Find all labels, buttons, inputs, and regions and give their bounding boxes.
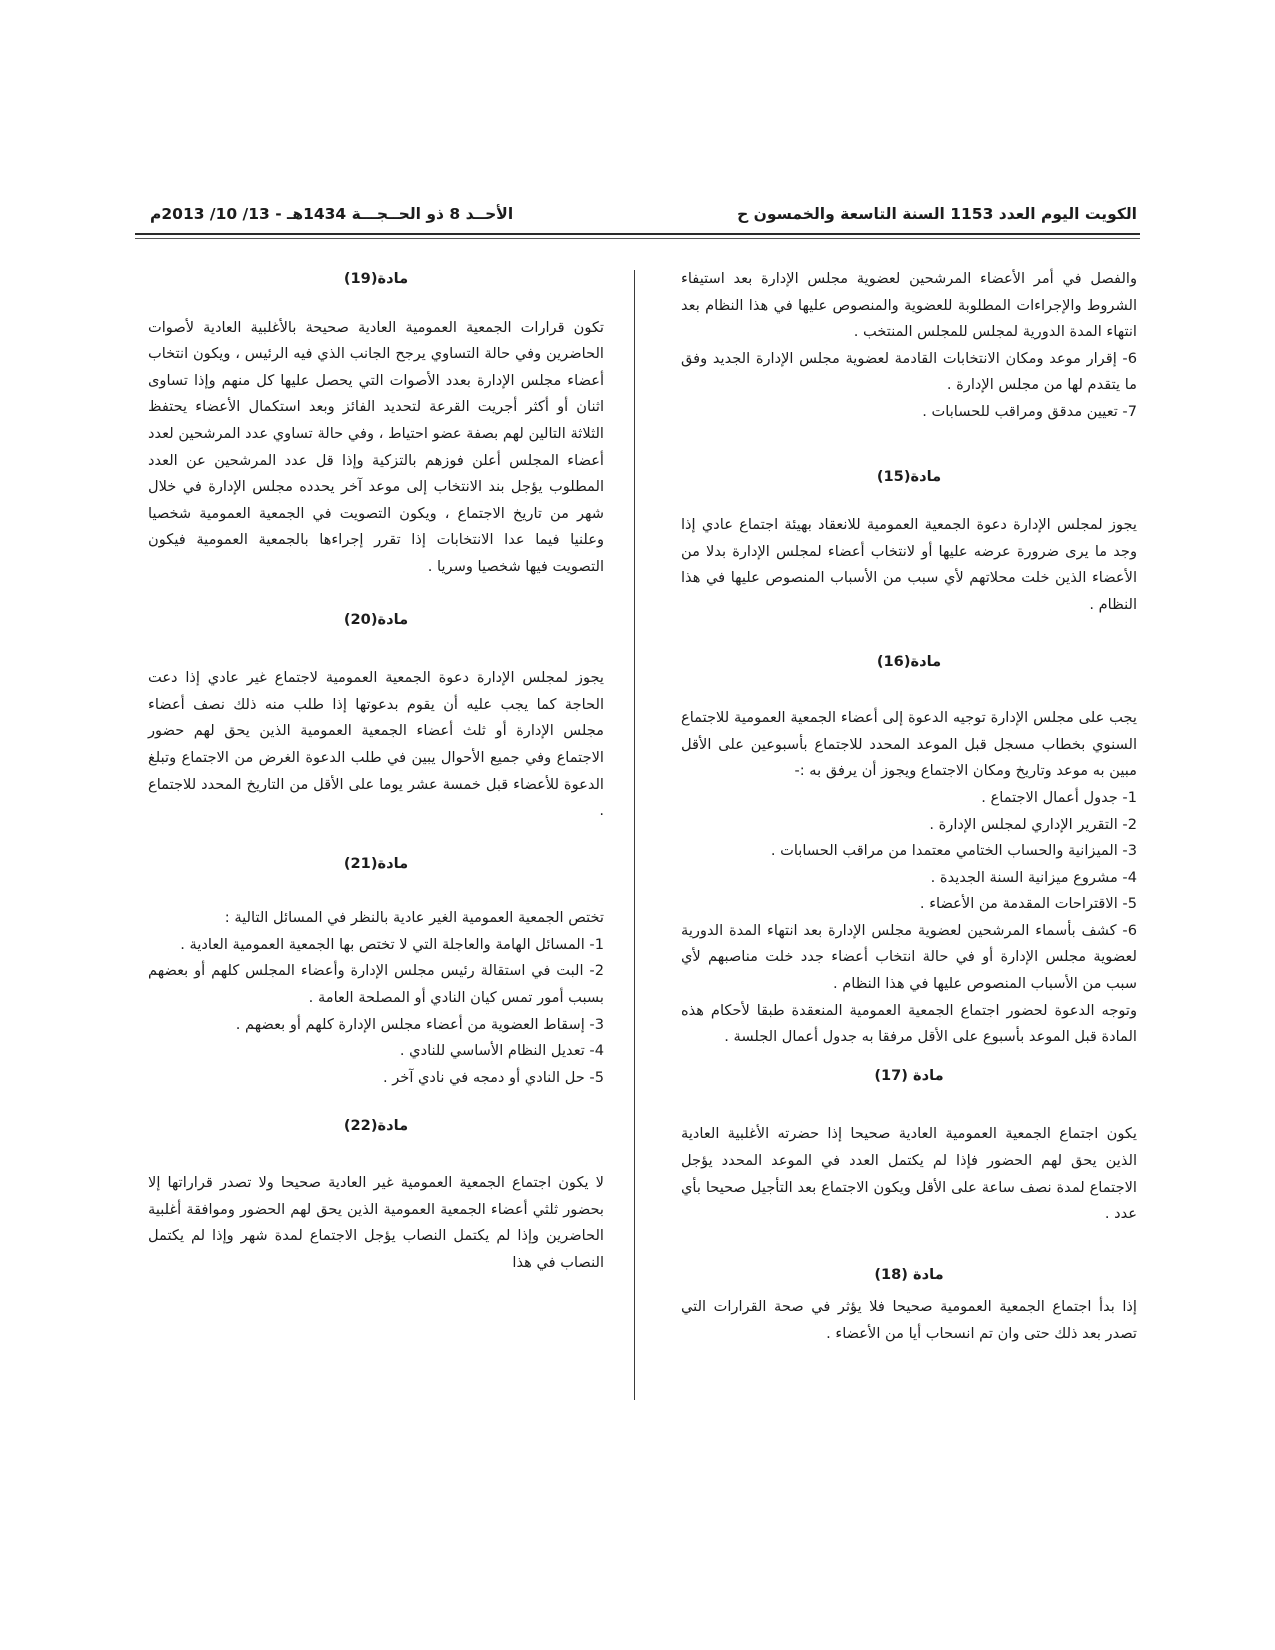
article-15-text: يجوز لمجلس الإدارة دعوة الجمعية العمومية للانعقاد بهيئة اجتماع عادي إذا وجد ما يرى ضرورة عرضه عليها أو لانتخاب أعضاء لمجلس الإدارة بدلا من الأعضاء الذين خلت محلاتهم لأي سبب من الأسباب المنصوص عليها في هذا النظام .	[681, 516, 1137, 613]
spacer	[681, 619, 1137, 637]
list-item: 6- إقرار موعد ومكان الانتخابات القادمة لعضوية مجلس الإدارة الجديد وفق ما يتقدم لها من مجلس الإدارة .	[681, 349, 1137, 394]
article-20-text: يجوز لمجلس الإدارة دعوة الجمعية العمومية لاجتماع غير عادي إذا دعت الحاجة كما يجب عليه أن يقوم بدعوتها إذا طلب منه ذلك نصف أعضاء مجلس الإدارة أو ثلث أعضاء الجمعية العمومية الذين يحق لهم حضور الاجتماع وفي جميع الأحوال يبين في طلب الدعوة الغرض من الاجتماع وتبلغ الدعوة للأعضاء قبل خمسة عشر يوما على الأقل من التاريخ المحدد للاجتماع .	[148, 669, 604, 820]
page-header-left: الأحــد 8 ذو الحــجـــة 1434هـ - 13/ 10/ 2013م	[150, 205, 514, 223]
header-rule-thin	[135, 238, 1140, 239]
article-19-text: تكون قرارات الجمعية العمومية العادية صحيحة بالأغلبية العادية لأصوات الحاضرين وفي حالة التساوي يرجح الجانب الذي فيه الرئيس ، ويكون انتخاب أعضاء مجلس الإدارة بعدد الأصوات التي يحصل عليها كل منهم وإذا تساوى اثنان أو أكثر أجريت القرعة لتحديد الفائز وبعد استكمال الأعضاء يحتفظ الثلاثة التالين لهم بصفة عضو احتياط ، وفي حالة تساوي عدد المرشحين لعدد أعضاء المجلس أعلن فوزهم بالتزكية وإذا قل عدد المرشحين عن العدد المطلوب يؤجل بند الانتخاب إلى موعد آخر يحدده مجلس الإدارة في خلال شهر من تاريخ الاجتماع ، ويكون التصويت في الجمعية العمومية شخصيا وعلنيا فيما عدا الانتخابات إذا تقرر إجراءها بالجمعية العمومية فيكون التصويت فيها شخصيا وسريا .	[148, 318, 604, 575]
article-22-title: مادة(22)	[343, 1117, 409, 1135]
article-15-title: مادة(15)	[876, 467, 942, 485]
left-column	[148, 266, 604, 1276]
spacer	[681, 426, 1137, 452]
spacer	[681, 1111, 1137, 1121]
list-item: 4- تعديل النظام الأساسي للنادي .	[399, 1042, 604, 1060]
list-item: 1- جدول أعمال الاجتماع .	[981, 788, 1137, 806]
column-divider	[634, 270, 635, 1400]
list-item: 5- الاقتراحات المقدمة من الأعضاء .	[919, 895, 1137, 913]
list-item: 4- مشروع ميزانية السنة الجديدة .	[930, 868, 1137, 886]
list-item: 3- الميزانية والحساب الختامي معتمدا من مراقب الحسابات .	[770, 842, 1137, 860]
list-item: 2- التقرير الإداري لمجلس الإدارة .	[929, 815, 1137, 833]
article-18-text: إذا بدأ اجتماع الجمعية العمومية صحيحا فلا يؤثر في صحة القرارات التي تصدر بعد ذلك حتى وان تم انسحاب أيا من الأعضاء .	[681, 1298, 1137, 1342]
list-item: 6- كشف بأسماء المرشحين لعضوية مجلس الإدارة بعد انتهاء المدة الدورية لعضوية مجلس الإدارة أو في حالة انتخاب أعضاء جدد خلت مناصبهم لأي سبب من الأسباب المنصوص عليها في هذا النظام .	[681, 921, 1137, 993]
list-item: 1- المسائل الهامة والعاجلة التي لا تختص بها الجمعية العمومية العادية .	[180, 935, 604, 953]
spacer	[148, 581, 604, 595]
article-16-tail: وتوجه الدعوة لحضور اجتماع الجمعية العمومية المنعقدة طبقا لأحكام هذه المادة قبل الموعد بأسبوع على الأقل مرفقا به جدول أعمال الجلسة .	[681, 1001, 1137, 1046]
article-17-title: مادة (17)	[874, 1066, 944, 1084]
article-17-text: يكون اجتماع الجمعية العمومية العادية صحيحا إذا حضرته الأغلبية العادية الذين يحق لهم الحضور فإذا لم يكتمل العدد في الموعد المحدد يؤجل الاجتماع لمدة نصف ساعة على الأقل ويكون الاجتماع بعد التأجيل صحيحا بأي عدد .	[681, 1125, 1137, 1223]
spacer	[148, 1162, 604, 1170]
page-header-right: الكويت اليوم العدد 1153 السنة التاسعة والخمسون ح	[737, 205, 1137, 223]
article-22-text: لا يكون اجتماع الجمعية العمومية غير العادية صحيحا ولا تصدر قراراتها إلا بحضور ثلثي أعضاء الجمعية العمومية الذين يحق لهم الحضور وموافقة أغلبية الحاضرين وإذا لم يكتمل النصاب يؤجل الاجتماع لمدة شهر وإذا لم يكتمل النصاب في هذا	[148, 1174, 604, 1271]
list-item: 2- البت في استقالة رئيس مجلس الإدارة وأعضاء المجلس كلهم أو بعضهم بسبب أمور تمس كيان النادي أو المصلحة العامة .	[148, 962, 604, 1007]
article-21-text: تختص الجمعية العمومية الغير عادية بالنظر في المسائل التالية :	[224, 909, 604, 927]
right-column	[681, 266, 1137, 1348]
list-item: 3- إسقاط العضوية من أعضاء مجلس الإدارة كلهم أو بعضهم .	[235, 1015, 604, 1033]
list-item: 7- تعيين مدقق ومراقب للحسابات .	[922, 402, 1137, 420]
article-21-title: مادة(21)	[343, 854, 409, 872]
article-16-text: يجب على مجلس الإدارة توجيه الدعوة إلى أعضاء الجمعية العمومية للاجتماع السنوي بخطاب مسجل قبل الموعد المحدد للاجتماع بأسبوعين على الأقل مبين به موعد وتاريخ ومكان الاجتماع ويجوز أن يرفق به :-	[681, 709, 1137, 780]
article-18-title: مادة (18)	[874, 1265, 944, 1283]
spacer	[681, 697, 1137, 705]
article-20-title: مادة(20)	[343, 610, 409, 628]
list-item: 5- حل النادي أو دمجه في نادي آخر .	[382, 1068, 604, 1086]
spacer	[681, 1228, 1137, 1250]
spacer	[148, 825, 604, 839]
article-16-title: مادة(16)	[876, 652, 942, 670]
spacer	[148, 1091, 604, 1101]
article-19-title: مادة(19)	[343, 270, 409, 287]
spacer	[148, 655, 604, 665]
header-rule	[135, 233, 1140, 235]
intro-paragraph: والفصل في أمر الأعضاء المرشحين لعضوية مجلس الإدارة بعد استيفاء الشروط والإجراءات المطلوبة للعضوية والمنصوص عليها في هذا النظام بعد انتهاء المدة الدورية لمجلس للمجلس المنتخب .	[681, 270, 1137, 341]
